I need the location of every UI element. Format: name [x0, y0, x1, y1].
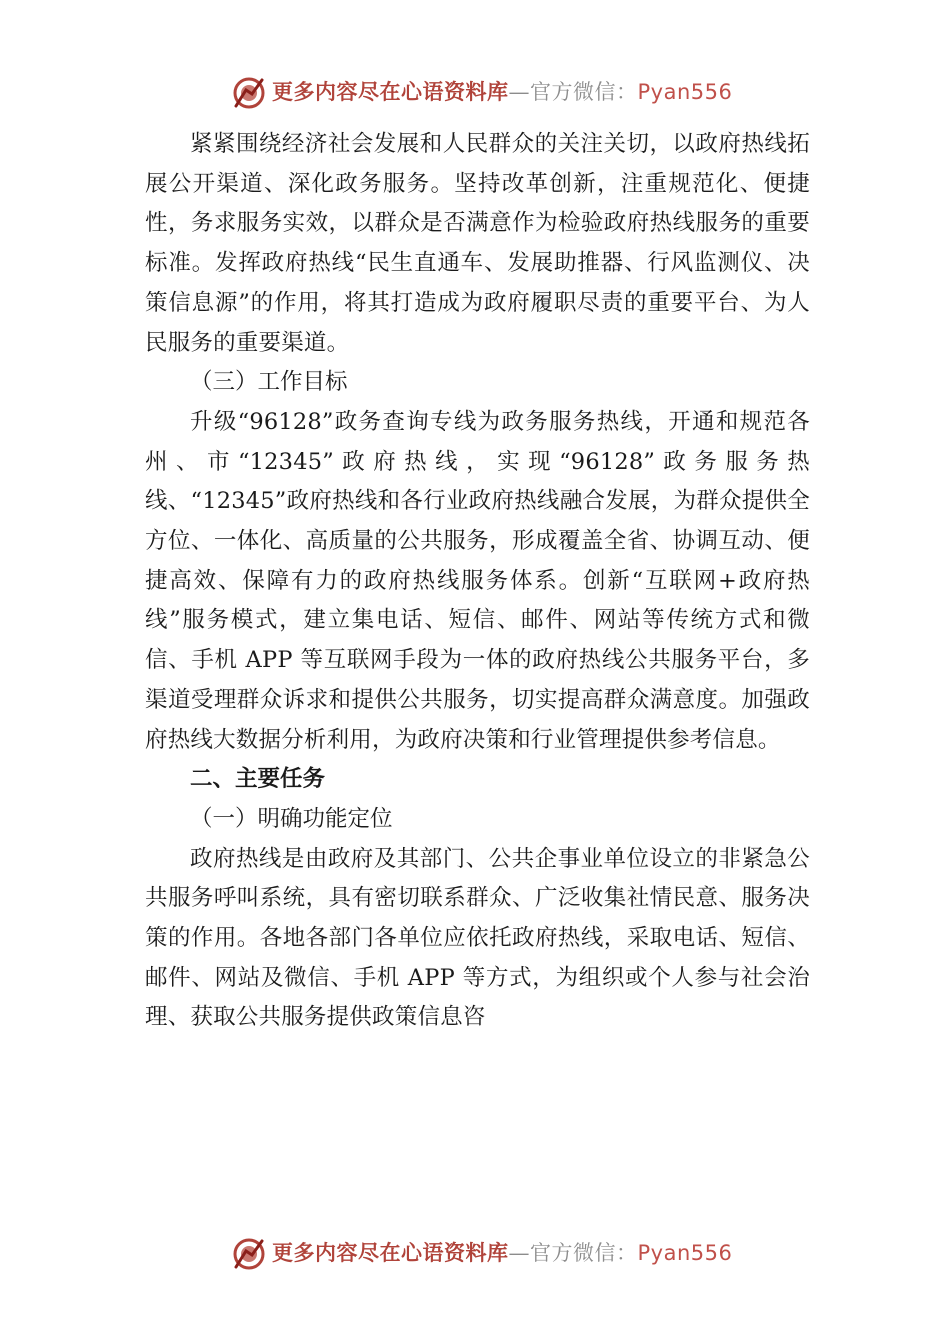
header-watermark	[0, 72, 950, 112]
footer-watermark	[0, 1233, 950, 1273]
heading-main-tasks: 二、主要任务	[190, 766, 326, 793]
paragraph-goals: 升级“96128”政务查询专线为政务服务热线，开通和规范各州、市“12345”政府热线，实现“96128”政务服务热线、“12345”政府热线和各行业政府热线融合发展，为群众提供全方位、一体化、高质量的公共服务，形成覆盖全省、协调互动、便捷高效、保障有力的政府热线服务体系。创新“互联网+政府热线”服务模式，建立集电话、短信、邮件、网站等传统方式和微信、手机 APP 等互联网手段为一体的政府热线公共服务平台，多渠道受理群众诉求和提供公共服务，切实提高群众满意度。加强政府热线大数据分析利用，为政府决策和行业管理提供参考信息。	[145, 408, 810, 753]
watermark-id: Pyan556	[637, 80, 733, 104]
heading-function-positioning: （一）明确功能定位	[190, 805, 393, 832]
heading-work-goal: （三）工作目标	[190, 369, 348, 396]
watermark-text	[272, 78, 732, 106]
document-body	[145, 125, 810, 1038]
logo-icon	[232, 1237, 266, 1271]
watermark-text	[272, 1239, 732, 1267]
logo-icon	[232, 76, 266, 110]
watermark-main: 更多内容尽在心语资料库	[272, 1240, 509, 1265]
watermark-id: Pyan556	[637, 1241, 733, 1265]
paragraph-function: 政府热线是由政府及其部门、公共企事业单位设立的非紧急公共服务呼叫系统，具有密切联系群众、广泛收集社情民意、服务决策的作用。各地各部门各单位应依托政府热线，采取电话、短信、邮件、网站及微信、手机 APP 等方式，为组织或个人参与社会治理、获取公共服务提供政策信息咨	[145, 845, 810, 1031]
watermark-label: 官方微信：	[530, 1241, 638, 1265]
watermark-dash: —	[508, 1241, 530, 1265]
watermark-main: 更多内容尽在心语资料库	[272, 79, 509, 104]
watermark-label: 官方微信：	[530, 80, 638, 104]
paragraph-principles: 紧紧围绕经济社会发展和人民群众的关注关切，以政府热线拓展公开渠道、深化政务服务。坚持改革创新，注重规范化、便捷性，务求服务实效，以群众是否满意作为检验政府热线服务的重要标准。发挥政府热线“民生直通车、发展助推器、行风监测仪、决策信息源”的作用，将其打造成为政府履职尽责的重要平台、为人民服务的重要渠道。	[145, 131, 810, 356]
watermark-dash: —	[508, 80, 530, 104]
